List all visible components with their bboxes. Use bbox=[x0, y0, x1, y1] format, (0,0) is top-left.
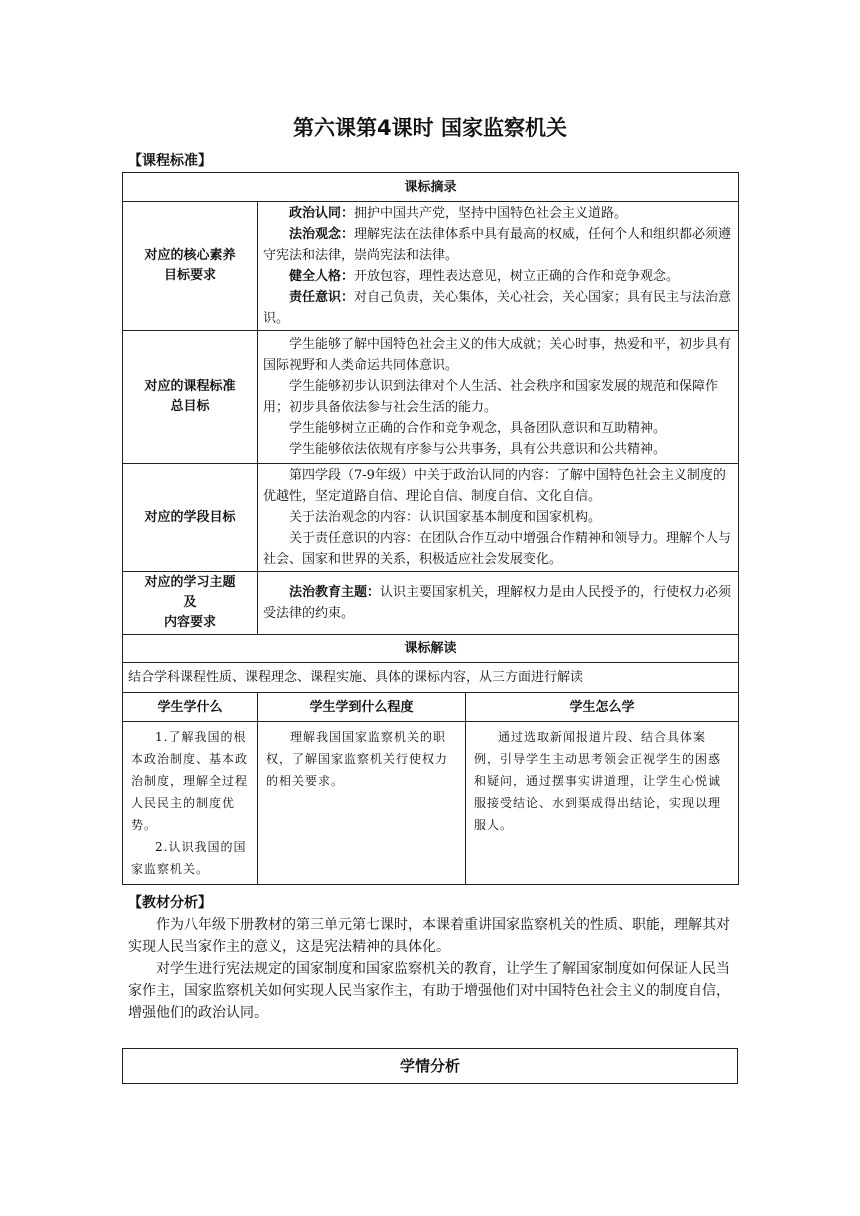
core-literacy-content: 政治认同：拥护中国共产党，坚持中国特色社会主义道路。 法治观念：理解宪法在法律体系中具有最高的权威，任何个人和组织都必须遵守宪法和法律，崇尚宪法和法律。 健全人格：开放包容，理性表达意见，树立正确的合作和竞争观念。 责任意识：对自己负责，关心集体，关心社会，关心国家；具有民主与法治意识。 bbox=[258, 202, 739, 331]
curriculum-standard-table bbox=[122, 172, 739, 885]
cell-what: 1.了解我国的根本政治制度、基本政治制度，理解全过程人民民主的制度优势。 2.认识我国的国家监察机关。 bbox=[123, 722, 258, 885]
cell-how: 通过选取新闻报道片段、结合具体案例，引导学生主动思考领会正视学生的困惑和疑问，通过摆事实讲道理，让学生心悦诚服接受结论、水到渠成得出结论，实现以理服人。 bbox=[466, 722, 739, 885]
column-header-how: 学生怎么学 bbox=[466, 693, 739, 722]
column-header-what: 学生学什么 bbox=[123, 693, 258, 722]
learner-analysis-header: 学情分析 bbox=[122, 1048, 738, 1084]
column-header-degree: 学生学到什么程度 bbox=[258, 693, 466, 722]
excerpt-header: 课标摘录 bbox=[123, 173, 739, 202]
stage-goal-content: 第四学段（7-9年级）中关于政治认同的内容：了解中国特色社会主义制度的优越性，坚定道路自信、理论自信、制度自信、文化自信。 关于法治观念的内容：认识国家基本制度和国家机构。 关于责任意识的内容：在团队合作互动中增强合作精神和领导力。理解个人与社会、国家和世界的关系，积极适应社会发展变化。 bbox=[258, 464, 739, 572]
general-goal-content: 学生能够了解中国特色社会主义的伟大成就；关心时事，热爱和平，初步具有国际视野和人类命运共同体意识。 学生能够初步认识到法律对个人生活、社会秩序和国家发展的规范和保障作用；初步具备依法参与社会生活的能力。 学生能够树立正确的合作和竞争观念，具备团队意识和互助精神。 学生能够依法依规有序参与公共事务，具有公共意识和公共精神。 bbox=[258, 331, 739, 464]
section-label-textbook: 【教材分析】 bbox=[128, 895, 212, 911]
core-literacy-label: 对应的核心素养 目标要求 bbox=[123, 202, 258, 331]
cell-degree: 理解我国国家监察机关的职权，了解国家监察机关行使权力的相关要求。 bbox=[258, 722, 466, 885]
textbook-paragraph: 对学生进行宪法规定的国家制度和国家监察机关的教育，让学生了解国家制度如何保证人民当家作主，国家监察机关如何实现人民当家作主，有助于增强他们对中国特色社会主义的制度自信，增强他们的政治认同。 bbox=[128, 961, 730, 1021]
interpret-header: 课标解读 bbox=[123, 635, 739, 663]
learning-theme-content: 法治教育主题：认识主要国家机关，理解权力是由人民授予的，行使权力必须受法律的约束。 bbox=[258, 572, 739, 635]
stage-goal-label: 对应的学段目标 bbox=[123, 464, 258, 572]
section-label-standard: 【课程标准】 bbox=[128, 153, 212, 169]
page-title: 第六课第4课时 国家监察机关 bbox=[293, 116, 567, 140]
textbook-paragraph: 作为八年级下册教材的第三单元第七课时，本课着重讲国家监察机关的性质、职能，理解其对实现人民当家作主的意义，这是宪法精神的具体化。 bbox=[128, 917, 730, 955]
interpret-intro: 结合学科课程性质、课程理念、课程实施、具体的课标内容，从三方面进行解读 bbox=[123, 663, 739, 693]
general-goal-label: 对应的课程标准 总目标 bbox=[123, 331, 258, 464]
learning-theme-label: 对应的学习主题 及 内容要求 bbox=[123, 572, 258, 635]
textbook-analysis bbox=[128, 914, 740, 1024]
